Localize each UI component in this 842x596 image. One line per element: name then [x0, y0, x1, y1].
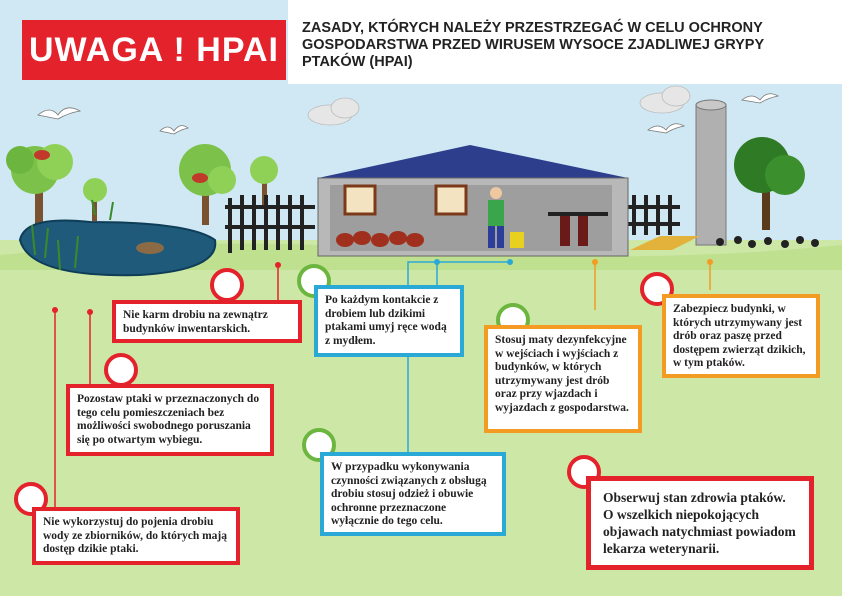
rule-feed-indoors [112, 300, 302, 343]
rule-observe-text: Obserwuj stan zdrowia ptaków. O wszelkich niepokojących objawach natychmiast powiadom lekarza weterynarii. [603, 490, 796, 556]
rule-observe-health [586, 476, 814, 570]
rule-wash-text: Po każdym kontakcie z drobiem lub dzikimi ptakami umyj ręce wodą z mydłem. [325, 294, 447, 347]
rule-disinfection-mats [484, 325, 642, 433]
rule-feed-text: Nie karm drobiu na zewnątrz budynków inwentarskich. [123, 309, 268, 335]
rule-keep-text: Pozostaw ptaki w przeznaczonych do tego celu pomieszczeniach bez możliwości swobodnego poruszania się po otwartym wybiegu. [77, 393, 260, 446]
rule-mats-text: Stosuj maty dezynfekcyjne w wejściach i wyjściach z budynków, w których utrzymywany jest drób oraz przy wjazdach i wyjazdach z gospodarstwa. [495, 334, 629, 414]
no-free-range-icon [104, 353, 138, 387]
rule-secure-text: Zabezpiecz budynki, w których utrzymywany jest drób oraz paszę przed dostępem zwierząt dzikich, w tym ptaków. [673, 303, 806, 369]
rule-wash-hands [314, 285, 464, 357]
rule-protective-clothing [320, 452, 506, 536]
uwaga-hpai-badge: UWAGA ! HPAI [22, 20, 286, 80]
page-title-panel [288, 0, 842, 84]
rule-water-text: Nie wykorzystuj do pojenia drobiu wody ze zbiorników, do których mają dostęp dzikie ptaki. [43, 516, 227, 555]
no-feeding-icon [210, 268, 244, 302]
rule-keep-indoors [66, 384, 274, 456]
rule-water-source [32, 507, 240, 565]
rule-secure-buildings [662, 294, 820, 378]
page-title: ZASADY, KTÓRYCH NALEŻY PRZESTRZEGAĆ W CELU OCHRONY GOSPODARSTWA PRZED WIRUSEM WYSOCE ZJADLIWEJ GRYPY PTAKÓW (HPAI) [302, 20, 764, 70]
rule-clothes-text: W przypadku wykonywania czynności związanych z obsługą drobiu stosuj odzież i obuwie ochronne przeznaczone wyłącznie do tego celu. [331, 461, 487, 527]
